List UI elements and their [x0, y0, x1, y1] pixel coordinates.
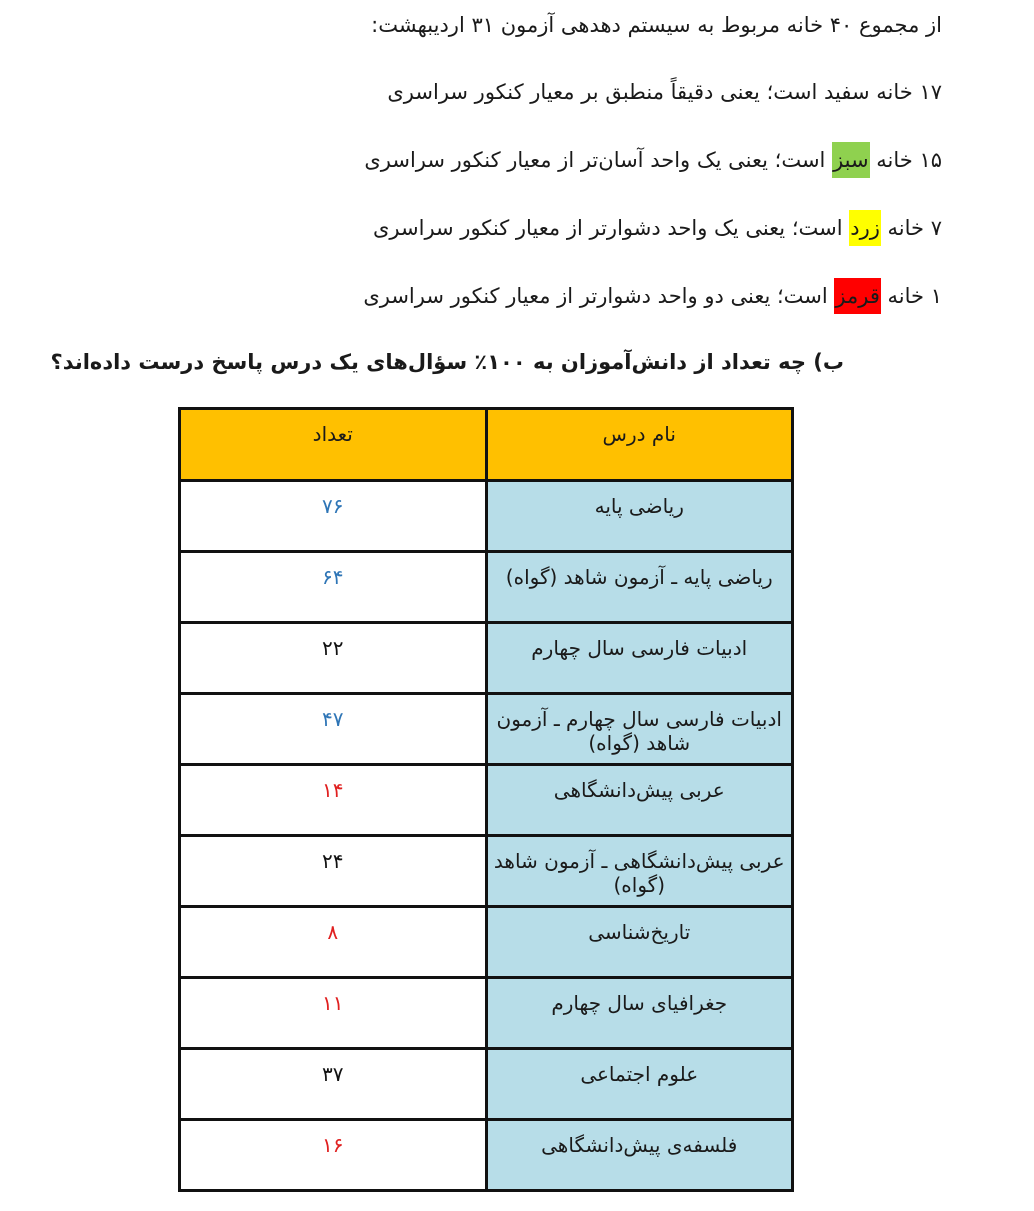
- white-rest: است؛ یعنی دقیقاً منطبق بر معیار کنکور سراسری: [387, 80, 824, 104]
- yellow-highlight-word: زرد: [849, 210, 881, 246]
- lesson-name: ادبیات فارسی سال چهارم ـ آزمون شاهد (گواه): [486, 694, 793, 765]
- table-header-row: [180, 409, 793, 481]
- lesson-name: ریاضی پایه: [486, 481, 793, 552]
- red-count: ۱ خانه: [880, 284, 942, 308]
- table-row: [180, 907, 793, 978]
- table-row: [180, 1049, 793, 1120]
- lesson-count: ۱۱: [180, 978, 487, 1049]
- header-lesson-name: نام درس: [486, 409, 793, 481]
- table-row: [180, 978, 793, 1049]
- lesson-name: عربی پیش‌دانشگاهی: [486, 765, 793, 836]
- lesson-count-table: [178, 407, 794, 1192]
- lesson-count: ۲۲: [180, 623, 487, 694]
- lesson-name: جغرافیای سال چهارم: [486, 978, 793, 1049]
- lesson-name: عربی پیش‌دانشگاهی ـ آزمون شاهد (گواه): [486, 836, 793, 907]
- lesson-count: ۱۴: [180, 765, 487, 836]
- question-heading: ب) چه تعداد از دانش‌آموزان به ۱۰۰٪ سؤال‌های یک درس پاسخ درست داده‌اند؟: [50, 350, 844, 374]
- lesson-count: ۷۶: [180, 481, 487, 552]
- white-word: سفید: [823, 80, 870, 104]
- lesson-name: فلسفه‌ی پیش‌دانشگاهی: [486, 1120, 793, 1191]
- green-count: ۱۵ خانه: [869, 148, 942, 172]
- lesson-count: ۸: [180, 907, 487, 978]
- table-row: [180, 481, 793, 552]
- lesson-name: علوم اجتماعی: [486, 1049, 793, 1120]
- intro-green-line: [364, 143, 942, 177]
- intro-red-line: [363, 279, 942, 313]
- lesson-name: ریاضی پایه ـ آزمون شاهد (گواه): [486, 552, 793, 623]
- intro-white-line: [387, 75, 942, 109]
- lesson-count: ۲۴: [180, 836, 487, 907]
- table-row: [180, 765, 793, 836]
- lesson-name: تاریخ‌شناسی: [486, 907, 793, 978]
- table-row: [180, 836, 793, 907]
- lesson-count: ۴۷: [180, 694, 487, 765]
- intro-yellow-line: [373, 211, 942, 245]
- lesson-count: ۳۷: [180, 1049, 487, 1120]
- green-rest: است؛ یعنی یک واحد آسان‌تر از معیار کنکور سراسری: [364, 148, 833, 172]
- table-row: [180, 552, 793, 623]
- header-count: تعداد: [180, 409, 487, 481]
- green-highlight-word: سبز: [832, 142, 870, 178]
- red-highlight-word: قرمز: [834, 278, 880, 314]
- table-row: [180, 1120, 793, 1191]
- red-rest: است؛ یعنی دو واحد دشوارتر از معیار کنکور سراسری: [363, 284, 835, 308]
- intro-summary: از مجموع ۴۰ خانه مربوط به سیستم دهدهی آزمون ۳۱ اردیبهشت:: [371, 13, 942, 37]
- lesson-name: ادبیات فارسی سال چهارم: [486, 623, 793, 694]
- white-count: ۱۷ خانه: [876, 80, 942, 104]
- lesson-count: ۱۶: [180, 1120, 487, 1191]
- lesson-count: ۶۴: [180, 552, 487, 623]
- yellow-rest: است؛ یعنی یک واحد دشوارتر از معیار کنکور سراسری: [373, 216, 850, 240]
- table-row: [180, 623, 793, 694]
- yellow-count: ۷ خانه: [880, 216, 942, 240]
- table-row: [180, 694, 793, 765]
